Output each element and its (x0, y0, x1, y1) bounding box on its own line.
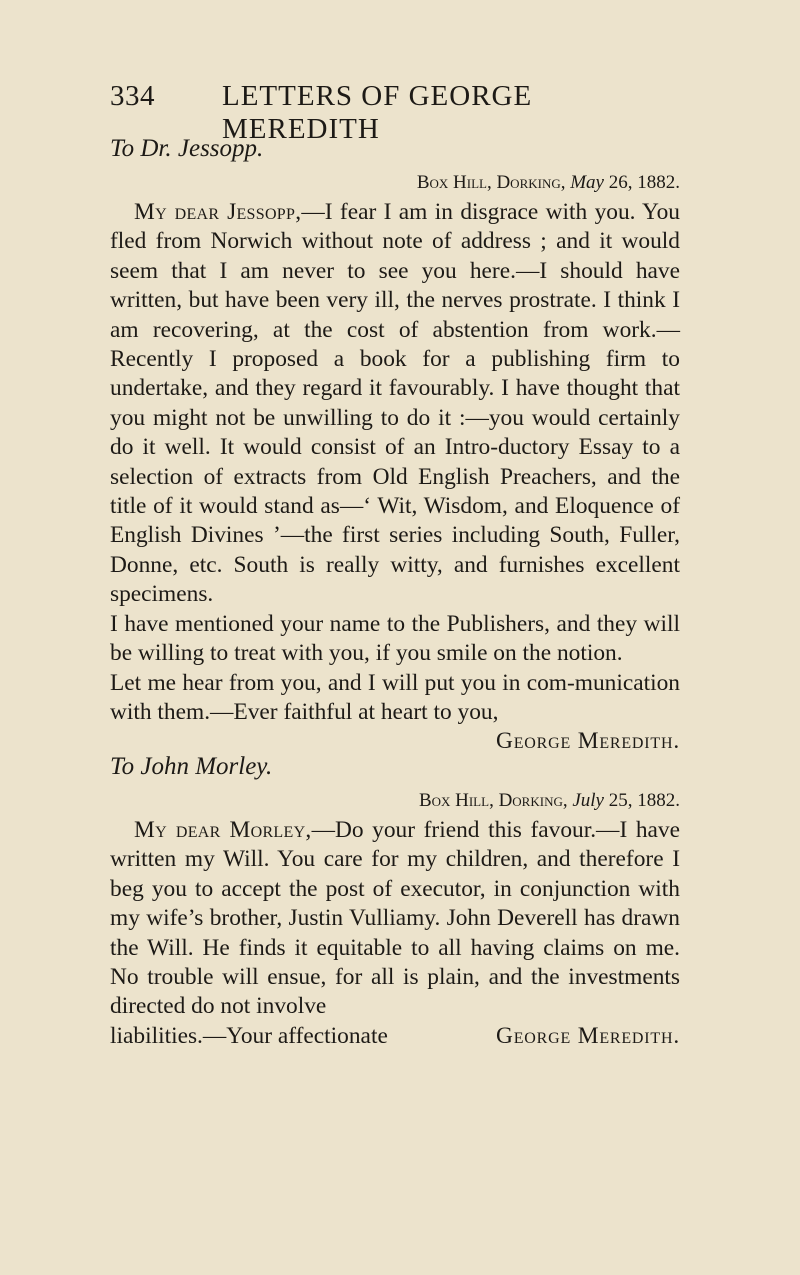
letter-closing-line (110, 1022, 680, 1051)
letter-paragraph-text: —Do your friend this favour.—I have written my Will. You care for my children, and therefore I beg you to accept the post of executor, in conjunction with my wife’s brother, Justin Vulliamy. John Deverell has drawn the Will. He finds it equitable to all having claims on me. No trouble will ensue, for all is plain, and the investments directed do not involve (110, 817, 680, 1020)
letter-salutation: My dear Morley, (134, 817, 312, 843)
letter-dateline (110, 170, 680, 196)
letter-paragraph (110, 816, 680, 1022)
letter-date-month: May (570, 172, 604, 193)
running-title: LETTERS OF GEORGE MEREDITH (222, 80, 533, 145)
letter-date-rest: 25, 1882. (608, 790, 680, 811)
letter-to-morley (110, 752, 680, 1051)
letter-place: Box Hill, Dorking, (416, 172, 566, 193)
letter-date-month: July (572, 790, 604, 811)
letter-signature: George Meredith. (496, 728, 680, 755)
letter-paragraph (110, 198, 680, 610)
page-number: 334 (110, 80, 155, 112)
letter-place: Box Hill, Dorking, (418, 790, 568, 811)
letter-closing: liabilities.—Your affectionate (110, 1022, 388, 1049)
running-head (110, 80, 680, 145)
letter-recipient: To Dr. Jessopp. (110, 135, 264, 162)
letter-signature: George Meredith. (496, 1022, 680, 1049)
letter-to-jessopp (110, 134, 680, 757)
letter-salutation: My dear Jessopp, (134, 199, 302, 225)
letter-paragraph: I have mentioned your name to the Publishers, and they will be willing to treat with you, if you smile on the notion. (110, 610, 680, 667)
letter-recipient: To John Morley. (110, 753, 273, 780)
letter-date-rest: 26, 1882. (608, 172, 680, 193)
letter-paragraph: Let me hear from you, and I will put you in com-munication with them.—Ever faithful at heart to you, (110, 669, 680, 725)
letter-paragraph-text: —I fear I am in disgrace with you. You fled from Norwich without note of address ; and it would seem that I am never to see you here.—I should have written, but have been very ill, the nerves prostrate. I think I am recovering, at the cost of abstention from work.—Recently I proposed a book for a publishing firm to undertake, and they regard it favourably. I have thought that you might not be unwilling to do it :—you would certainly do it well. It would consist of an Intro-ductory Essay to a selection of extracts from Old English Preachers, and the title of it would stand as—‘ Wit, Wisdom, and Eloquence of English Divines ’—the first series including South, Fuller, Donne, etc. South is really witty, and furnishes excellent specimens. (110, 199, 680, 608)
letter-dateline (110, 788, 680, 814)
